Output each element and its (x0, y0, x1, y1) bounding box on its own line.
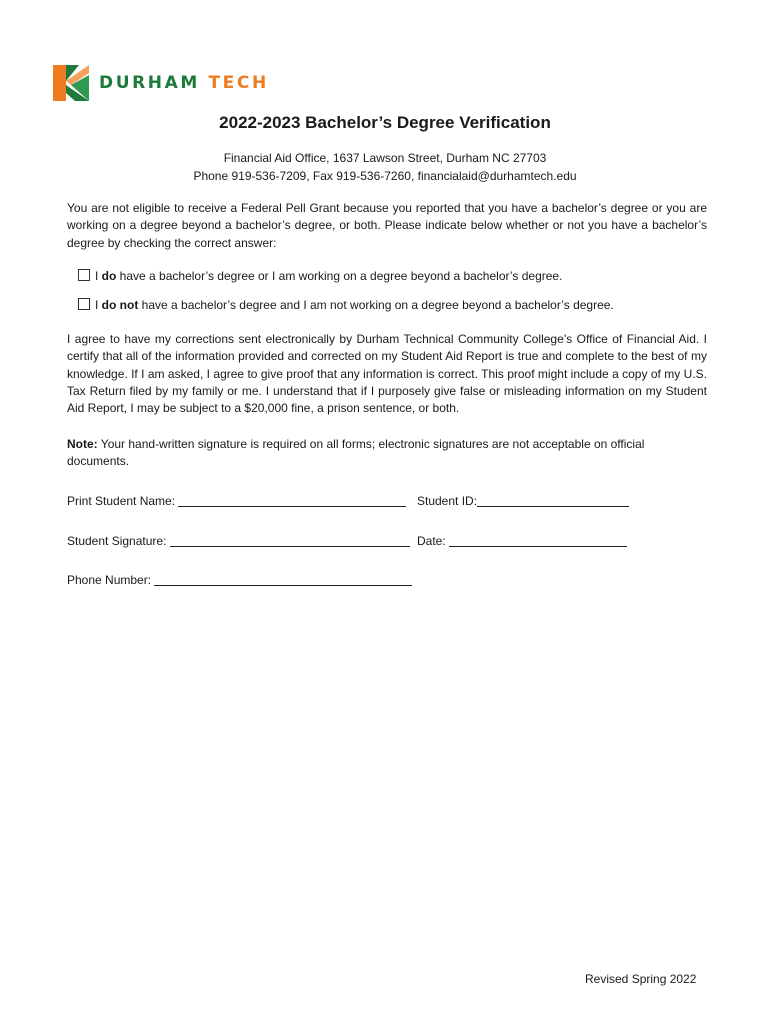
phone-line[interactable] (154, 573, 412, 586)
no-degree-checkbox[interactable] (78, 298, 90, 310)
office-address: Financial Aid Office, 1637 Lawson Street, Durham NC 27703 (223, 151, 547, 165)
note-paragraph (67, 436, 707, 471)
print-name-field (67, 494, 406, 508)
agreement-paragraph: I agree to have my corrections sent electronically by Durham Technical Community College’s Office of Financial Aid. I certify that all of the information provided and corrected on my Student Aid Report is true and complete to the best of my knowledge. If I am asked, I agree to give proof that any information is correct. This proof might include a copy of my U.S. Tax Return filed by my family or me. I understand that if I purposely give false or misleading information on my Student Aid Report, I may be subject to a $20,000 fine, a prison sentence, or both. (67, 332, 707, 416)
date-field (417, 534, 627, 548)
print-name-label: Print Student Name: (67, 494, 176, 508)
page-title: 2022-2023 Bachelor’s Degree Verification (219, 113, 551, 132)
student-id-line[interactable] (477, 494, 629, 507)
durham-tech-logo (53, 64, 269, 102)
option-prefix: I (95, 298, 102, 312)
has-degree-checkbox[interactable] (78, 269, 90, 281)
option-emphasis: do not (101, 298, 139, 312)
date-line[interactable] (449, 534, 627, 547)
option-text: have a bachelor’s degree and I am not working on a degree beyond a bachelor’s degree. (138, 298, 614, 312)
logo-wordmark (99, 73, 269, 93)
note-label: Note: (67, 437, 98, 451)
student-id-label: Student ID: (417, 494, 478, 508)
revision-footer: Revised Spring 2022 (585, 972, 697, 986)
option-text: have a bachelor’s degree or I am working on a degree beyond a bachelor’s degree. (116, 269, 563, 283)
print-name-line[interactable] (178, 494, 406, 507)
option-has-degree (78, 269, 562, 283)
signature-label: Student Signature: (67, 534, 167, 548)
phone-label: Phone Number: (67, 573, 152, 587)
signature-field (67, 534, 410, 548)
student-id-field (417, 494, 629, 508)
option-emphasis: do (101, 269, 117, 283)
option-prefix: I (95, 269, 102, 283)
logo-word-durham: DURHAM (99, 73, 200, 93)
logo-word-tech: TECH (208, 73, 269, 93)
durham-tech-logo-icon (53, 65, 89, 101)
date-label: Date: (417, 534, 446, 548)
note-text: Your hand-written signature is required on all forms; electronic signatures are not acceptable on official documents. (67, 437, 645, 469)
intro-paragraph: You are not eligible to receive a Federal Pell Grant because you reported that you have a bachelor’s degree or you are working on a degree beyond a bachelor’s degree, or both. Please indicate below whether or not you have a bachelor’s degree by checking the correct answer: (67, 201, 707, 250)
office-contact: Phone 919-536-7209, Fax 919-536-7260, financialaid@durhamtech.edu (193, 169, 577, 183)
phone-field (67, 573, 412, 587)
option-no-degree (78, 298, 614, 312)
signature-line[interactable] (170, 534, 410, 547)
